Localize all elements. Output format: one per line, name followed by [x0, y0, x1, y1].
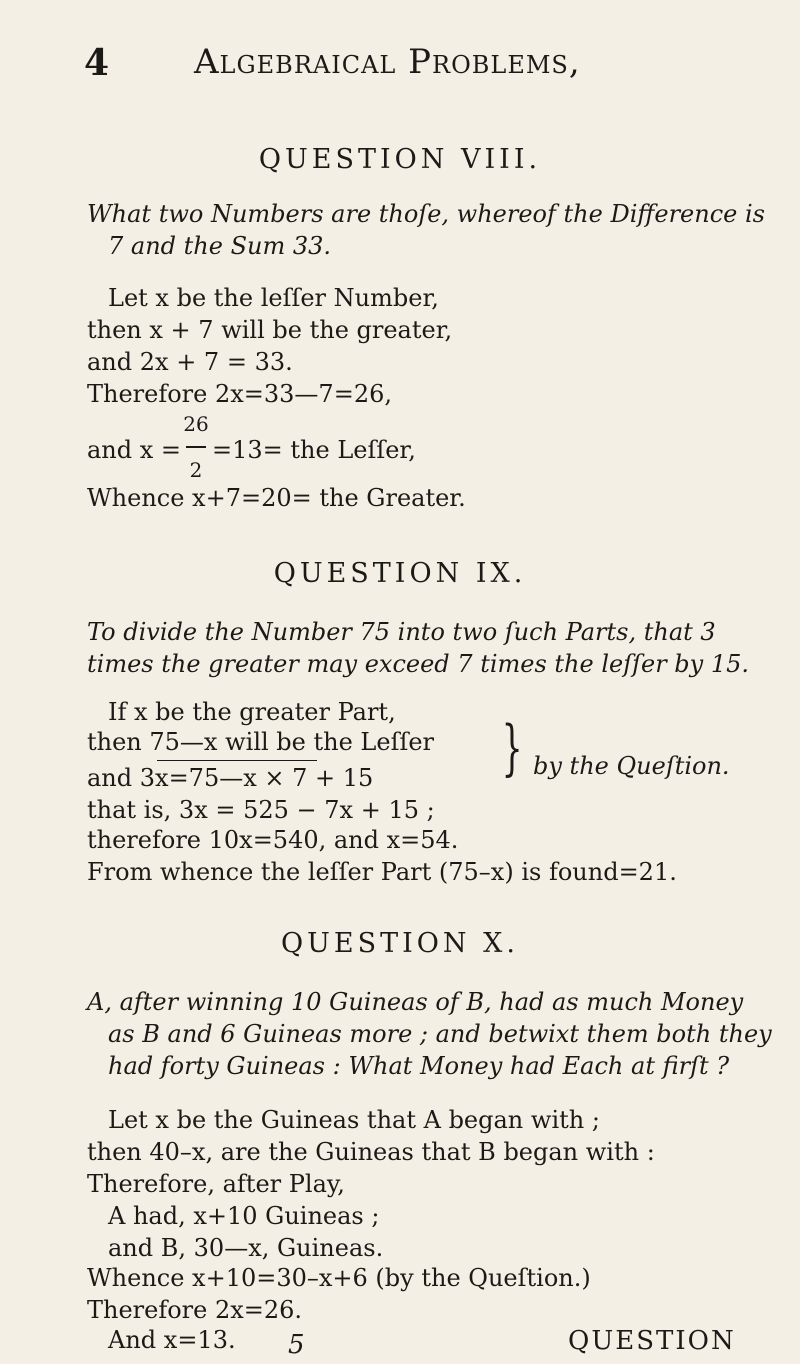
- right-brace: }: [501, 713, 523, 783]
- question-8-line-1: Let x be the leſſer Number,: [108, 284, 439, 312]
- catchword: QUESTION: [568, 1326, 736, 1356]
- question-10-prompt-line-3: had forty Guineas : What Money had Each at firſt ?: [108, 1052, 730, 1080]
- question-10-line-6: Whence x+10=30–x+6 (by the Queſtion.): [87, 1264, 591, 1292]
- question-8-prompt-line-2: 7 and the Sum 33.: [108, 232, 332, 260]
- signature-mark: 5: [288, 1330, 305, 1360]
- question-10-line-4: A had, x+10 Guineas ;: [108, 1202, 380, 1230]
- question-8-line-3: and 2x + 7 = 33.: [87, 348, 293, 376]
- question-10-heading: QUESTION X.: [281, 928, 519, 959]
- question-9-line-2: then 75—x will be the Leſſer: [87, 728, 435, 756]
- question-10-line-1: Let x be the Guineas that A began with ;: [108, 1106, 600, 1134]
- question-8-line-2: then x + 7 will be the greater,: [87, 316, 453, 344]
- vinculum-bar: [157, 760, 317, 761]
- question-9-heading: QUESTION IX.: [273, 558, 527, 589]
- question-8-fraction-prefix: and x =: [87, 436, 182, 464]
- page-number: 4: [84, 42, 110, 84]
- brace-note: by the Queſtion.: [533, 752, 730, 780]
- question-9-prompt-line-1: To divide the Number 75 into two ſuch Parts, that 3: [87, 618, 716, 646]
- question-10-line-7: Therefore 2x=26.: [87, 1296, 303, 1324]
- question-9-line-6: From whence the leſſer Part (75–x) is found=21.: [87, 858, 677, 886]
- question-9-line-5: therefore 10x=540, and x=54.: [87, 826, 459, 854]
- question-9-line-1: If x be the greater Part,: [108, 698, 396, 726]
- fraction-numerator: 26: [183, 412, 209, 436]
- question-10-line-3: Therefore, after Play,: [87, 1170, 345, 1198]
- question-8-whence: Whence x+7=20= the Greater.: [87, 484, 466, 512]
- question-10-line-8: And x=13.: [108, 1326, 236, 1354]
- question-8-heading: QUESTION VIII.: [258, 144, 542, 175]
- page-header: [84, 40, 744, 90]
- question-9-line-4: that is, 3x = 525 − 7x + 15 ;: [87, 796, 435, 824]
- question-10-prompt-line-1: A, after winning 10 Guineas of B, had as much Money: [87, 988, 744, 1016]
- question-8-line-4: Therefore 2x=33—7=26,: [87, 380, 392, 408]
- question-8-prompt-line-1: What two Numbers are thoſe, whereof the Difference is: [87, 200, 765, 228]
- question-10-line-2: then 40–x, are the Guineas that B began with :: [87, 1138, 655, 1166]
- question-10-prompt-line-2: as B and 6 Guineas more ; and betwixt them both they: [108, 1020, 772, 1048]
- fraction-bar: [186, 446, 206, 448]
- running-head: Algebraical Problems,: [194, 42, 581, 82]
- question-10-line-5: and B, 30—x, Guineas.: [108, 1234, 384, 1262]
- question-9-line-3: and 3x=75—x × 7 + 15: [87, 764, 374, 792]
- question-8-fraction-suffix: =13= the Leſſer,: [212, 436, 416, 464]
- question-9-prompt-line-2: times the greater may exceed 7 times the leſſer by 15.: [87, 650, 750, 678]
- fraction-denominator: 2: [189, 458, 203, 482]
